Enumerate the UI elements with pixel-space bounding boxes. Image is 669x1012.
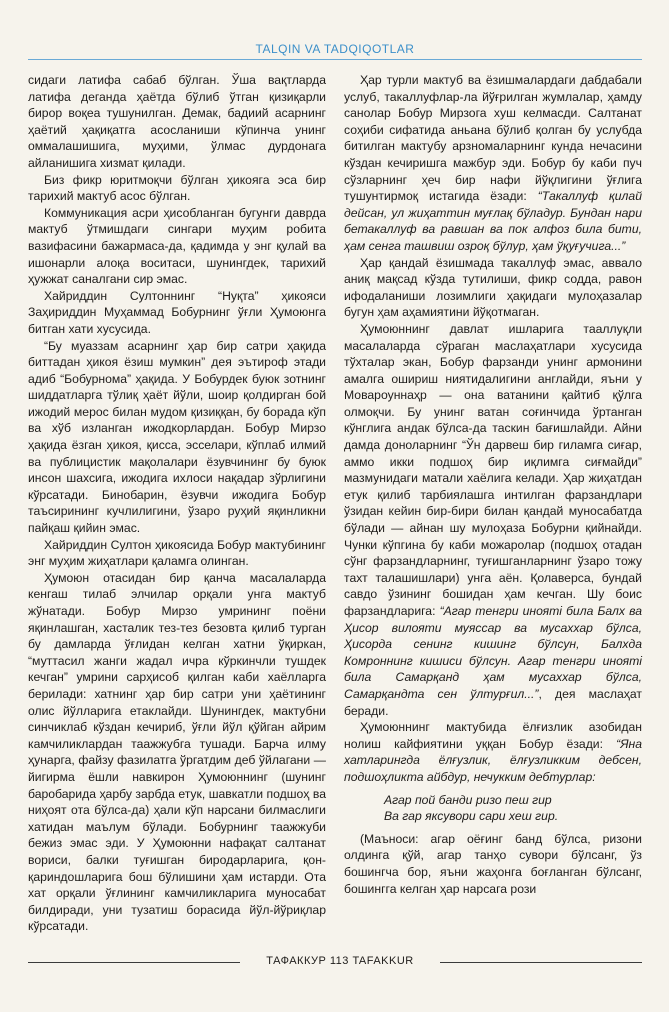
header-title: TALQIN VA TADQIQOTLAR [255,42,415,56]
paragraph: Хайриддин Султон ҳикоясида Бобур мактубининг энг муҳим жиҳатлари қаламга олинган. [28,537,326,569]
paragraph-text: , дея маслаҳат беради. [344,686,642,718]
paragraph: сидаги латифа сабаб бўлган. Ўша вақтларда латифа деганда ҳаётда бўлиб ўтган қизиқарли бирор воқеа тушунилган. Демак, бадиий асарнинг ҳаётий ҳақиқатга асосланиши кўпинча унинг оммалашишига, муҳими, ўлмас дурдонага айланишига хизмат қилади. [28,73,326,170]
footer-rule-right [440,962,642,963]
left-column [28,72,326,935]
paragraph: Биз фикр юритмоқчи бўлган ҳикояга эса бир тарихий мактуб асос бўлган. [28,172,326,204]
quote-text: “Яна хатларингда ёлғузлик, ёлғузликким дебсен, подшоҳликта айбдур, нечукким дебтурлар: [344,736,642,784]
paragraph-text: Ҳумоюннинг мактубида ёлғизлик азобидан нолиш кайфиятини уққан Бобур ёзади: [344,720,642,751]
paragraph [344,719,642,785]
header-rule [28,59,642,60]
paragraph: Ҳумоюн отасидан бир қанча масалаларда кенгаш тилаб элчилар орқали унга мактуб жўнатади. Бобур Мирзо умрининг поёни яқинлашган, хасталик тез-тез безовта қилиб турган бу дамларда ўғлидан келган хатни ўқиркан, “муттасил жанги жадал ичра кўркинчли тушдек кечган” умрини сарҳисоб қилган каби хаёлларга берилади: хатнинг ҳар бир сатри уни ҳаётининг олис йўлларига етаклайди. Шунингдек, мактубни синчиклаб кўздан кечириб, ўғли йўл қўйган айрим камчиликлардан таажжубга тушади. Барча илму ҳунарга, файзу фазилатга ўргатдим деб ўйлагани — йигирма ёшли навкирон Ҳумоюннинг (шунинг баробарида ҳарбу зарбда етук, шавкатли подшоҳ ва ниҳоят ота бўлса-да) ҳали кўп нарсани билмаслиги хатидан маълум бўлади. Бобурнинг таажжуби бежиз эмас эди. У Ҳумоюнни нафақат салтанат вориси, балки туғишган биродарларига, қон-қариндошларига бош бўлишини ҳам истарди. Ота хат орқали ўғлининг камчиликларига муносабат билдиради, уни тузатиш борасида йўл-йўриқлар кўрсатади. [28,570,326,934]
paragraph: Ҳар қандай ёзишмада такаллуф эмас, аввало аниқ мақсад кўзда тутилиши, фикр содда, равон ифодаланиши лозимлиги ҳақидаги мулоҳазалар бугун ҳам аҳамиятини йўқотмаган. [344,255,642,320]
paragraph-text: Ҳар турли мактуб ва ёзишмалардаги дабдабали услуб, такаллуфлар-ла йўғрилган жумлалар, ҳамду санолар Бобур Мирзога хуш келмасди. Салтанат соҳиби сифатида аньана бўлиб қолган бу услубда битилган мактубу арзномаларнинг кунда нечасини кўздан кечиришга мажбур эди. Бобур бу каби пуч сўзларнинг ҳеч бир нафи йўқлигини ўғлига тушунтирмоқ истагида ёзади: [344,73,642,204]
verse-line: Агар пой банди ризо пеш гир [384,792,552,807]
paragraph-text: Ҳумоюннинг давлат ишларига тааллуқли масалаларда сўраган маслаҳатлари хусусида тўхталар экан, Бобур фарзанди унинг армонини амалга ошириш ниятидалигини англайди, яъни у Мовароуннаҳр — она ватанини қайтиб қўлга олмоқчи. Бу унинг ватан соғинчида ўртанган кўнглига андак бўлса-да таскин бағишлайди. Айни дамда доноларнинг “Ўн дарвеш бир гиламга сиғар, аммо икки подшоҳ бир иқлимга сиғмайди” мазмунидаги матали хаёлига келади. Ҳар жиҳатдан етук қилиб тарбиялашга интилган фарзандлари ўзидан кейин бир-бири билан қандай муносабатда бўлади — айнан шу мулоҳаза Бобурни қийнайди. Чунки кўпгина бу каби можаролар (подшоҳ отадан сўнг фарзандларнинг, туғишганларнинг ўзаро тожу тахт талашишлари) унга аён. Қолаверса, бундай савдо ўзининг бошидан ҳам кечган. Шу боис фарзандларига: [344,321,642,618]
footer-rule-left [28,962,240,963]
quote-text: “Агар тенгри иноятi била Балх ва Ҳисор вилояти муяссар ва мусаххар бўлса, Ҳисорда сенинг кишинг бўлсун, Балхда Комроннинг кишиси бўлсун. Агар тенгри иноятi била Самарқанд ҳам мусаххар бўлса, Самарқандта сен ўлтурғил...” [344,604,642,701]
paragraph [344,321,642,719]
paragraph: “Бу муаззам асарнинг ҳар бир сатри ҳақида биттадан ҳикоя ёзиш мумкин” дея эътироф этади адиб “Бобурнома” ҳақида. У Бобурдек буюк зотнинг шиддатларга тўлиқ ҳаёт йўли, шоир қолдирган бой ижодий мерос билан мудом қизиққан, бу борада кўп ва хўб изланган ижодкорлардан. Бобур Мирзо ҳақида ёзган ҳикоя, қисса, эсселари, кўплаб илмий ва публицистик мақолалари ёзувчининг бу буюк инсон шахсига, ижодига ихлоси нақадар зўрлигини кўрсатади. Бинобарин, ёзувчи ижодига Бобур таъсирининг кучлилигини, ўзаро руҳий яқинликни пайқаш қийин эмас. [28,338,326,536]
paragraph: Хайриддин Султоннинг “Нуқта” ҳикояси Заҳириддин Муҳаммад Бобурнинг ўғли Ҳумоюнга битган хати хусусида. [28,288,326,336]
quote-text: “Такаллуф қилай дейсан, ул жиҳаттин муғлақ бўладур. Бундан нари бетакаллуф ва равшан ва пок алфоз била бити, ҳам сенга ташвиш озроқ бўлур, ҳам ўқуғучига...” [344,189,642,253]
page-header [28,40,642,58]
footer-page-label: ТАФАККУР 113 TAFAKKUR [266,955,414,967]
right-column [344,72,642,897]
paragraph: Коммуникация асри ҳисобланган бугунги даврда мактуб ўтмишдаги сингари муҳим робита вазифасини бажармаса-да, қадимда у энг қулай ва ишонарли алоқа воситаси, шунингдек, тарихий ҳужжат саналгани сир эмас. [28,205,326,287]
verse-line: Ва гар яксувори сари хеш гир. [384,809,559,824]
paragraph [344,72,642,255]
paragraph: (Маъноси: агар оёғинг банд бўлса, ризони олдинга қўй, агар танҳо сувори бўлсанг, ўз бошингча бор, яъни жаҳонга боғланган бўлсанг, бошингга келган ҳар нарсага рози [344,831,642,896]
